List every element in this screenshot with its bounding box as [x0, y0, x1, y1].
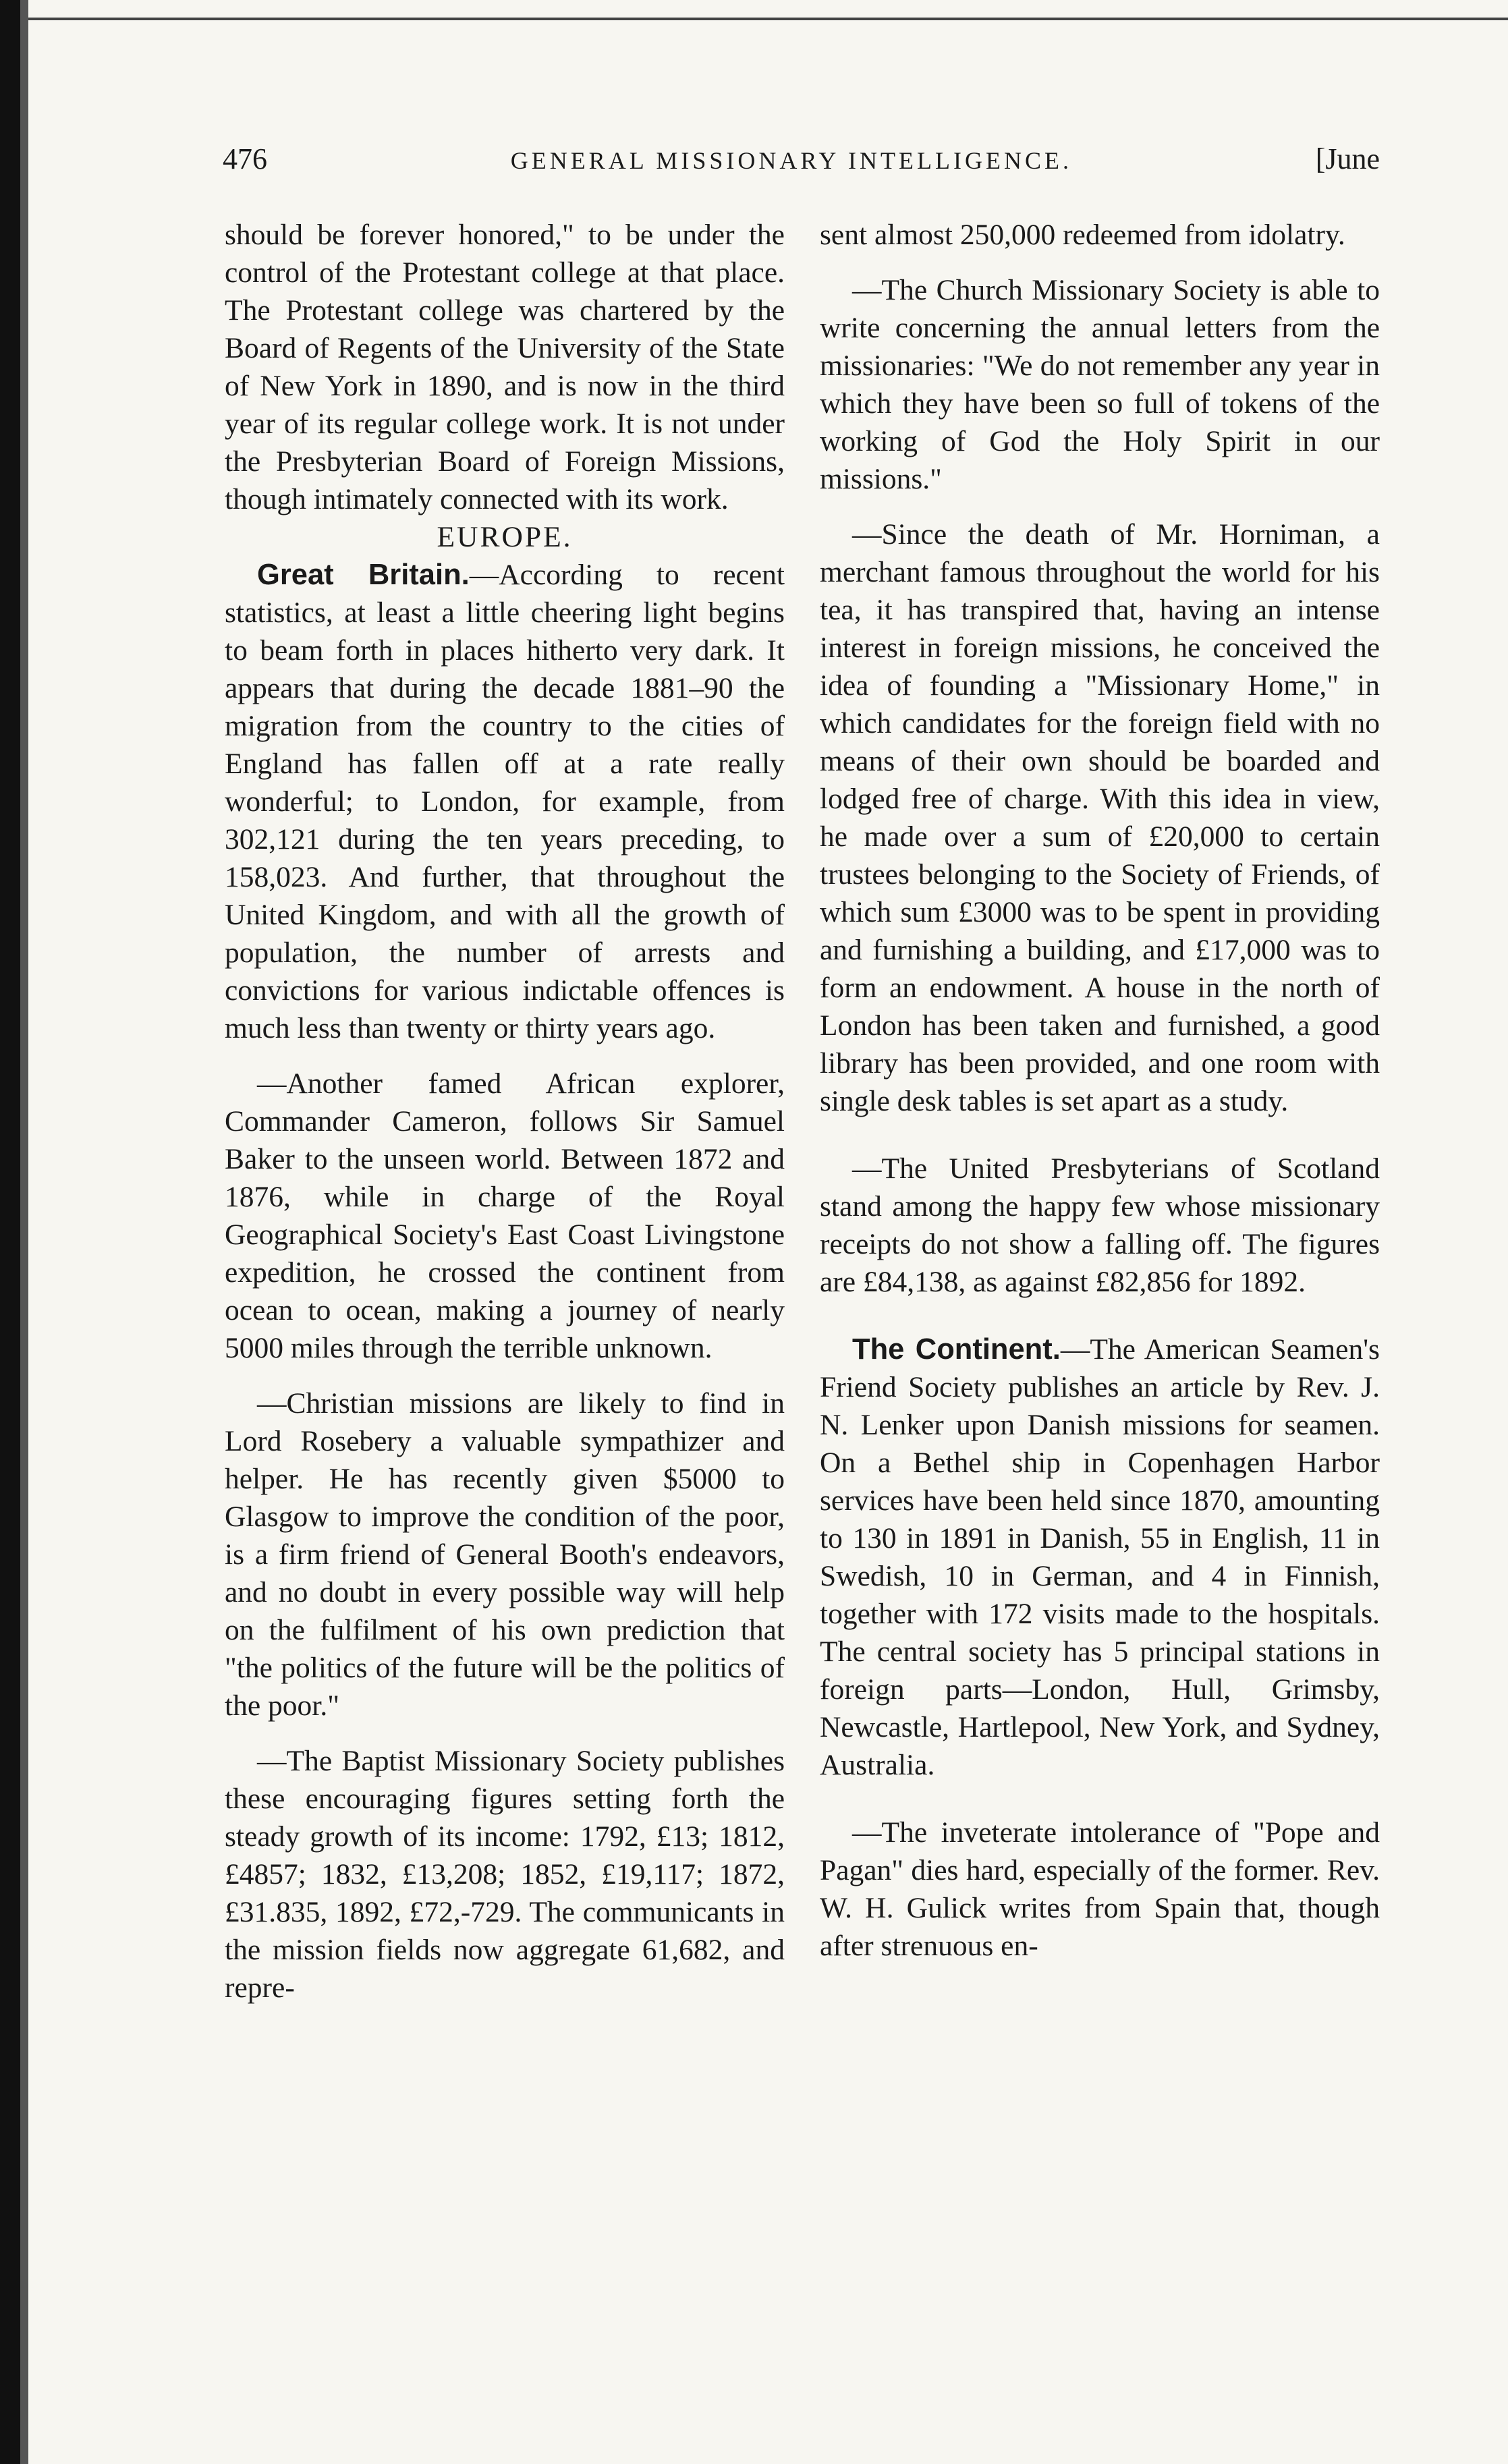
- page-number: 476: [223, 142, 267, 175]
- paragraph-cameron: —Another famed African explorer, Commander Cameron, follows Sir Samuel Baker to the unseen world. Between 1872 and 1876, while in charge of the Royal Geographical Society's East Coast Livingstone expedition, he crossed the continent from ocean to ocean, making a journey of nearly 5000 miles through the terrible unknown.: [225, 1067, 785, 1364]
- paragraph-church-missionary: —The Church Missionary Society is able to write concerning the annual letters from the missionaries: "We do not remember any year in which they have been so full of tokens of the working of God the Holy Spirit in our missions.": [820, 274, 1380, 495]
- paragraph-united-presbyterians: —The United Presbyterians of Scotland stand among the happy few whose missionary receipts do not show a falling off. The figures are £84,138, as against £82,856 for 1892.: [820, 1152, 1380, 1298]
- paragraph-continuation: sent almost 250,000 redeemed from idolatry.: [820, 219, 1345, 251]
- paragraph-great-britain: [225, 556, 785, 1047]
- section-heading-europe: EUROPE.: [437, 521, 573, 553]
- paragraph-syria-college: should be forever honored," to be under the control of the Protestant college at that place. The Protestant college was chartered by the Board of Regents of the University of the State of New York in 1890, and is now in the third year of its regular college work. It is not under the Presbyterian Board of Foreign Missions, though intimately connected with its work.: [225, 219, 785, 515]
- paragraph-horniman: —Since the death of Mr. Horniman, a merchant famous throughout the world for his tea, it has transpired that, having an intense interest in foreign missions, he conceived the idea of founding a "Missionary Home," in which candidates for the foreign field with no means of their own should be boarded and lodged free of charge. With this idea in view, he made over a sum of £20,000 to certain trustees belonging to the Society of Friends, of which sum £3000 was to be spent in providing and furnishing a building, and £17,000 was to form an endowment. A house in the north of London has been taken and furnished, a good library has been provided, and one room with single desk tables is set apart as a study.: [820, 518, 1380, 1117]
- paragraph-rosebery: —Christian missions are likely to find in Lord Rosebery a valuable sympathizer and helper. He has recently given $5000 to Glasgow to improve the condition of the poor, is a firm friend of General Booth's endeavors, and no doubt in every possible way will help on the fulfilment of his own prediction that "the politics of the future will be the politics of the poor.": [225, 1387, 785, 1722]
- paragraph-continent-text: —The American Seamen's Friend Society publishes an article by Rev. J. N. Lenker upon Danish missions for seamen. On a Bethel ship in Copenhagen Harbor services have been held since 1870, amounting to 130 in 1891 in Danish, 55 in English, 11 in Swedish, 10 in German, and 4 in Finnish, together with 172 visits made to the hospitals. The central society has 5 principal stations in foreign parts—London, Hull, Grimsby, Newcastle, Hartlepool, New York, and Sydney, Australia.: [820, 1333, 1380, 1781]
- page-binding-edge: [0, 0, 20, 2464]
- top-rule: [28, 18, 1508, 20]
- run-in-heading-great-britain: Great Britain.: [257, 559, 470, 591]
- page-binding-shadow: [20, 0, 28, 2464]
- paragraph-continent: [820, 1331, 1380, 1784]
- paragraph-great-britain-text: —According to recent statistics, at least a little cheering light begins to beam forth in places hitherto very dark. It appears that during the decade 1881–90 the migration from the country to the cities of England has fallen off at a rate really wonderful; to London, for example, from 302,121 during the ten years preceding, to 158,023. And further, that throughout the United Kingdom, and with all the growth of population, the number of arrests and convictions for various indictable offences is much less than twenty or thirty years ago.: [225, 559, 785, 1044]
- running-title: GENERAL MISSIONARY INTELLIGENCE.: [510, 147, 1072, 174]
- run-in-heading-continent: The Continent.: [852, 1333, 1061, 1366]
- paragraph-baptist-society: —The Baptist Missionary Society publishes these encouraging figures setting forth the steady growth of its income: 1792, £13; 1812, £4857; 1832, £13,208; 1852, £19,117; 1872, £31.835, 1892, £72,-729. The communicants in the mission fields now aggregate 61,682, and repre-: [225, 1745, 785, 2004]
- left-column: [225, 216, 785, 2007]
- right-column: [820, 216, 1380, 1965]
- paragraph-spain: —The inveterate intolerance of "Pope and Pagan" dies hard, especially of the former. Rev. W. H. Gulick writes from Spain that, though after strenuous en-: [820, 1816, 1380, 1962]
- running-header: [223, 142, 1380, 189]
- issue-month: [June: [1315, 142, 1380, 175]
